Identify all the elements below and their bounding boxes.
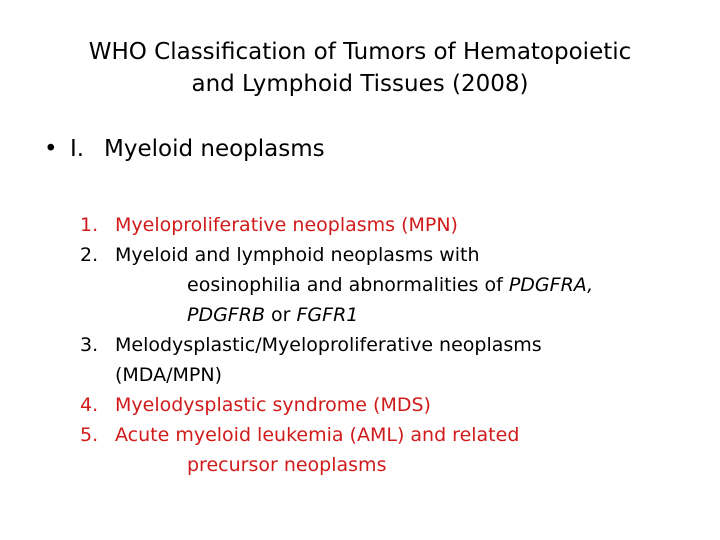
item-text-part: or	[264, 304, 297, 326]
classification-list	[80, 210, 700, 480]
section-heading	[44, 133, 325, 165]
list-item	[80, 390, 700, 420]
item-text: Myelodysplastic syndrome (MDS)	[115, 394, 431, 416]
bullet-icon: •	[44, 136, 58, 162]
item-text: Myeloid and lymphoid neoplasms with	[115, 244, 480, 266]
item-text-part: eosinophilia and abnormalities of	[187, 274, 509, 296]
section-label: Myeloid neoplasms	[104, 136, 325, 162]
item-number: 1.	[80, 214, 99, 236]
item-text-continued: (MDA/MPN)	[115, 364, 222, 386]
list-item	[80, 210, 700, 240]
item-number: 5.	[80, 424, 99, 446]
list-item	[80, 420, 700, 480]
item-text: Acute myeloid leukemia (AML) and related	[115, 424, 520, 446]
item-text-continued	[115, 300, 700, 330]
item-text: Melodysplastic/Myeloproliferative neoplasms	[115, 334, 542, 356]
title-line-1: WHO Classification of Tumors of Hematopoietic	[88, 39, 632, 65]
item-number: 2.	[80, 244, 99, 266]
list-item	[80, 330, 700, 390]
item-number: 3.	[80, 334, 99, 356]
item-text-continued	[115, 270, 700, 300]
item-text-continued: precursor neoplasms	[187, 454, 387, 476]
list-item	[80, 240, 700, 330]
gene-name: FGFR1	[296, 304, 359, 326]
gene-name: PDGFRA,	[508, 274, 594, 296]
item-number: 4.	[80, 394, 99, 416]
section-number: I.	[70, 136, 85, 162]
gene-name: PDGFRB	[187, 304, 265, 326]
item-text: Myeloproliferative neoplasms (MPN)	[115, 214, 458, 236]
title-line-2: and Lymphoid Tissues (2008)	[191, 71, 529, 97]
slide-title	[40, 36, 680, 100]
